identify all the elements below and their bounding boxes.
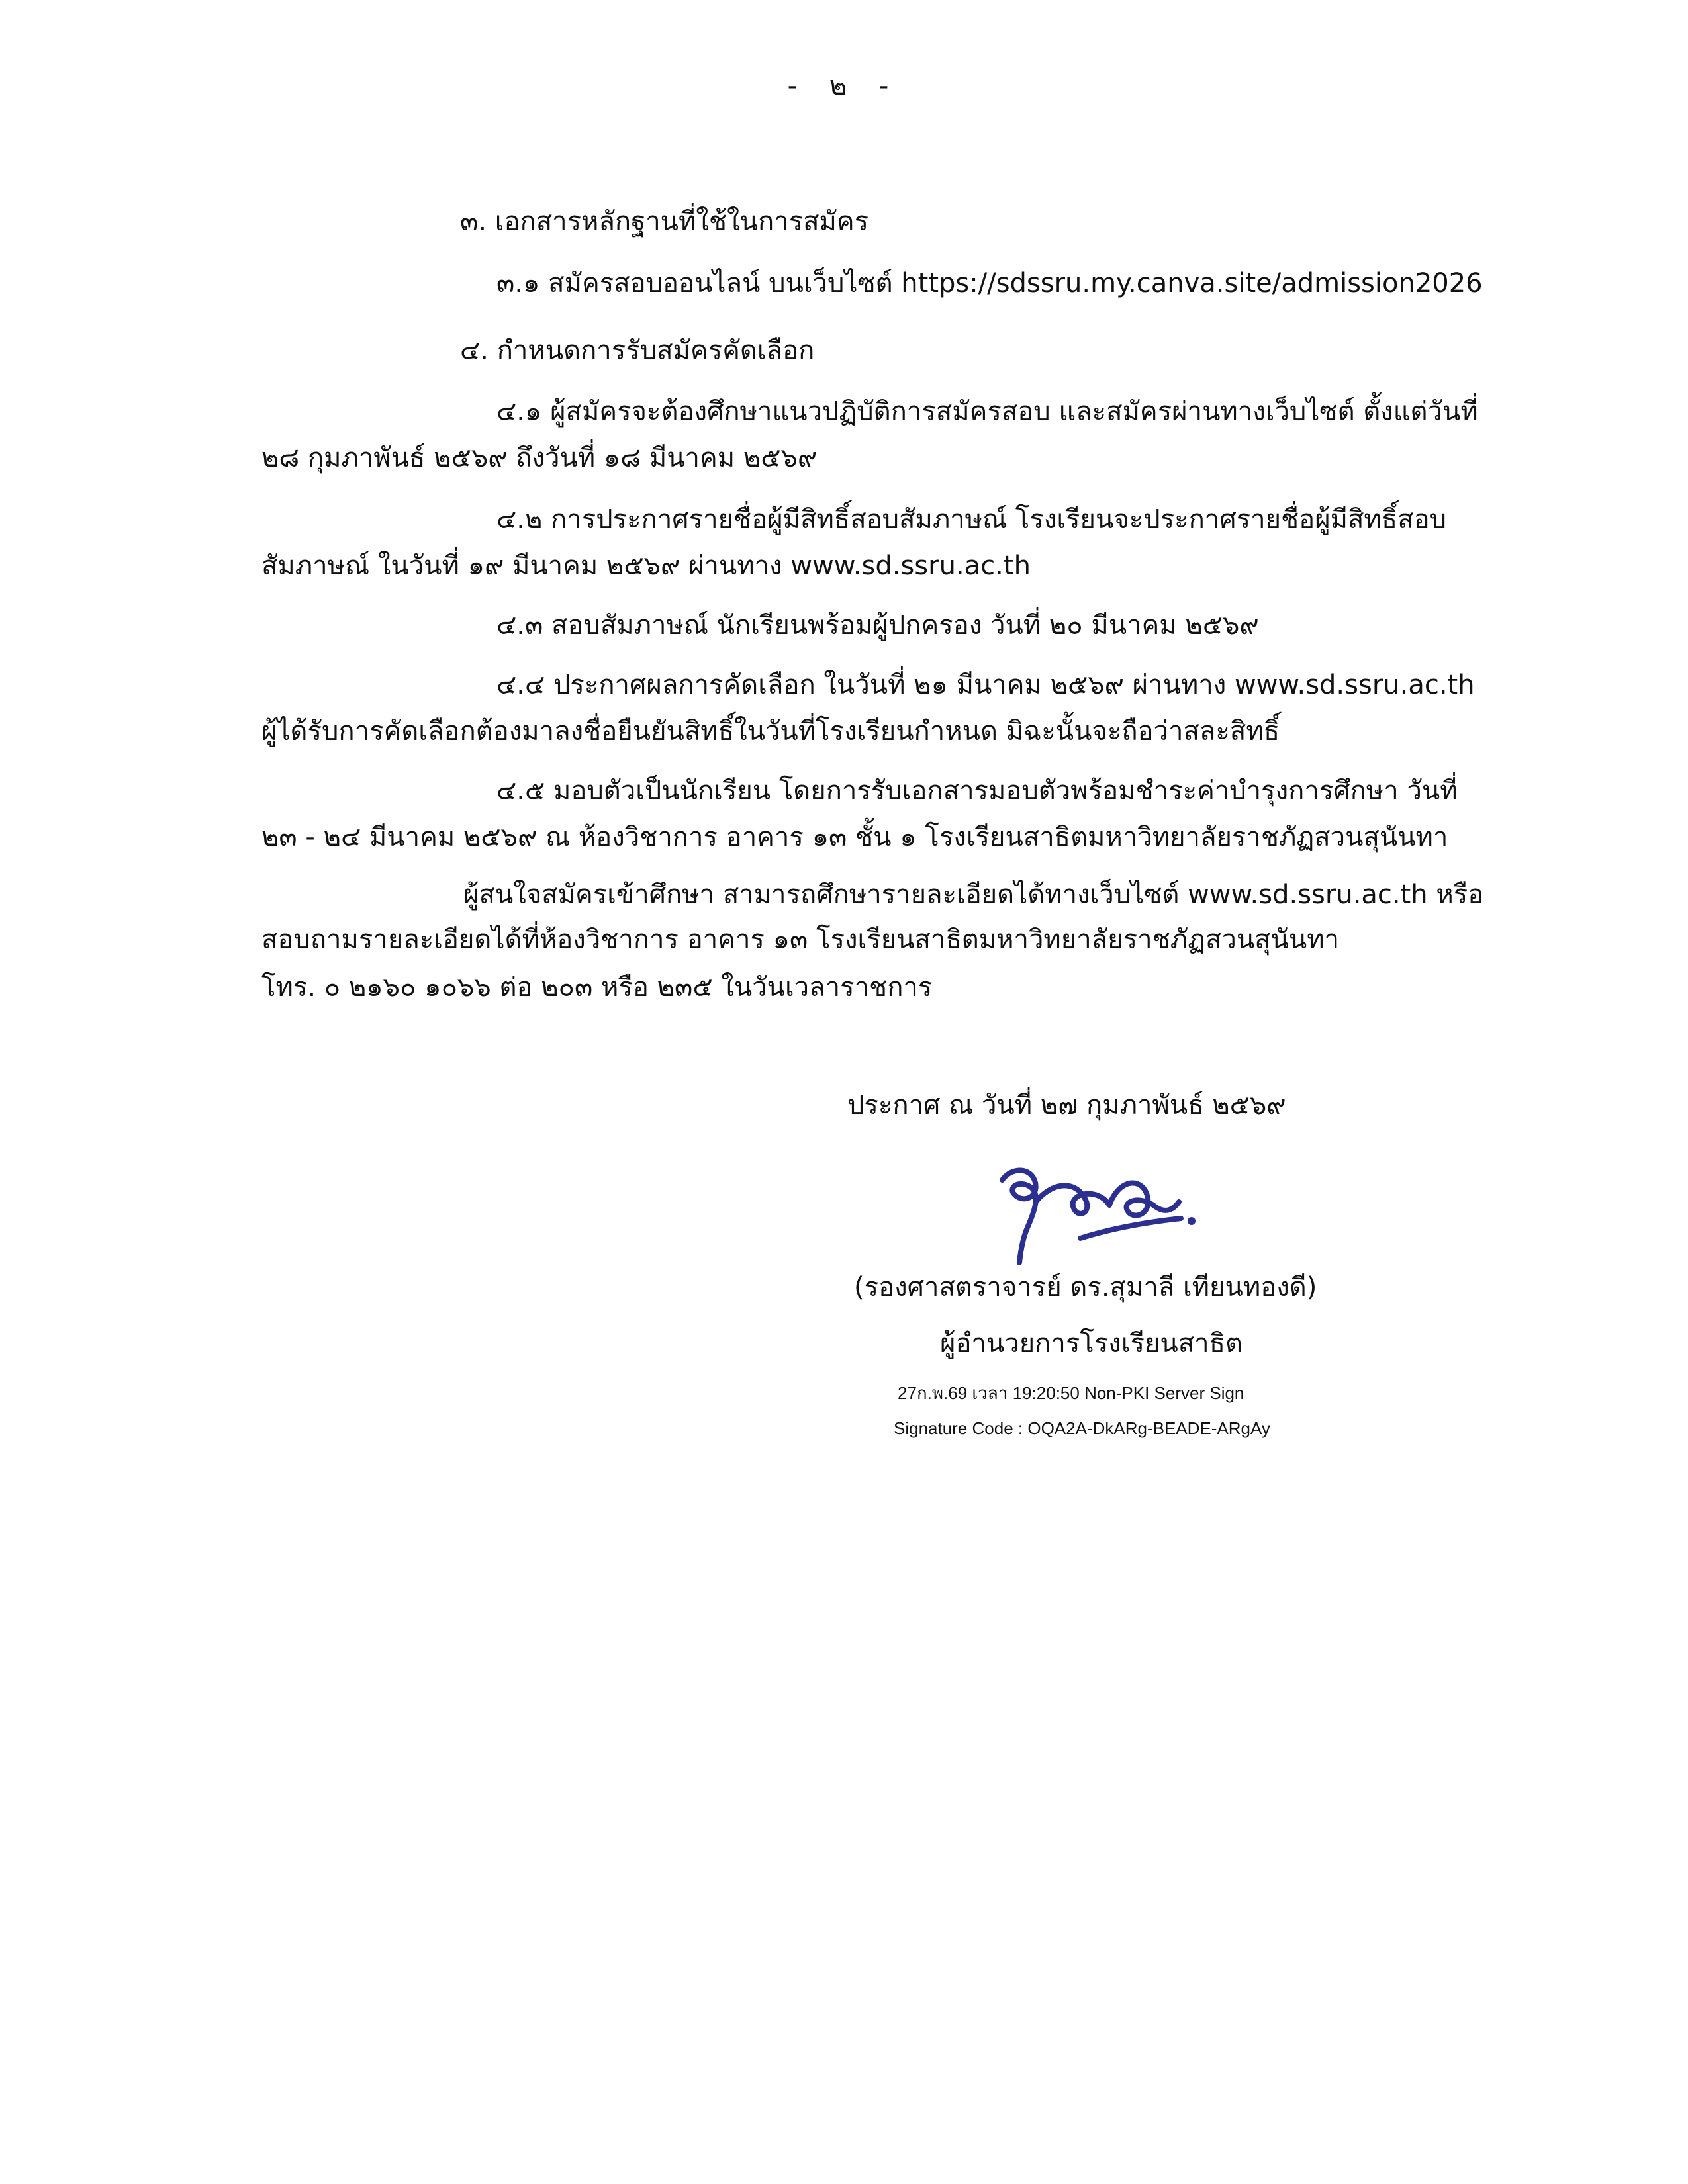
section-3-heading: ๓. เอกสารหลักฐานที่ใช้ในการสมัคร [460, 206, 869, 237]
signature-timestamp: 27ก.พ.69 เวลา 19:20:50 Non-PKI Server Sign [898, 1383, 1244, 1403]
contact-line-3: โทร. ๐ ๒๑๖๐ ๑๐๖๖ ต่อ ๒๐๓ หรือ ๒๓๕ ในวันเวลาราชการ [261, 972, 933, 1003]
contact-line-2: สอบถามรายละเอียดได้ที่ห้องวิชาการ อาคาร ๑๓ โรงเรียนสาธิตมหาวิทยาลัยราชภัฏสวนสุนันทา [261, 925, 1340, 955]
contact-line-1: ผู้สนใจสมัครเข้าศึกษา สามารถศึกษารายละเอียดได้ทางเว็บไซต์ www.sd.ssru.ac.th หรือ [463, 880, 1484, 910]
section-4-item-2-line-1: ๔.๒ การประกาศรายชื่อผู้มีสิทธิ์สอบสัมภาษณ์ โรงเรียนจะประกาศรายชื่อผู้มีสิทธิ์สอบ [496, 504, 1447, 535]
signature-code: Signature Code : OQA2A-DkARg-BEADE-ARgAy [894, 1418, 1270, 1438]
section-4-item-2-line-2: สัมภาษณ์ ในวันที่ ๑๙ มีนาคม ๒๕๖๙ ผ่านทาง www.sd.ssru.ac.th [261, 551, 1031, 581]
section-4-item-5-line-2: ๒๓ - ๒๔ มีนาคม ๒๕๖๙ ณ ห้องวิชาการ อาคาร ๑๓ ชั้น ๑ โรงเรียนสาธิตมหาวิทยาลัยราชภัฏสวนสุนันทา [261, 822, 1448, 852]
section-4-item-1-line-1: ๔.๑ ผู้สมัครจะต้องศึกษาแนวปฏิบัติการสมัครสอบ และสมัครผ่านทางเว็บไซต์ ตั้งแต่วันที่ [496, 396, 1478, 427]
section-4-item-1-line-2: ๒๘ กุมภาพันธ์ ๒๕๖๙ ถึงวันที่ ๑๘ มีนาคม ๒๕๖๙ [261, 443, 818, 473]
section-3-item-1: ๓.๑ สมัครสอบออนไลน์ บนเว็บไซต์ https://sdssru.my.canva.site/admission2026 [496, 268, 1483, 298]
signer-title: ผู้อำนวยการโรงเรียนสาธิต [940, 1328, 1243, 1359]
section-4-item-5-line-1: ๔.๕ มอบตัวเป็นนักเรียน โดยการรับเอกสารมอบตัวพร้อมชำระค่าบำรุงการศึกษา วันที่ [496, 776, 1458, 806]
announcement-date: ประกาศ ณ วันที่ ๒๗ กุมภาพันธ์ ๒๕๖๙ [847, 1090, 1286, 1120]
section-4-item-4-line-2: ผู้ได้รับการคัดเลือกต้องมาลงชื่อยืนยันสิทธิ์ในวันที่โรงเรียนกำหนด มิฉะนั้นจะถือว่าสละสิทธิ์ [261, 716, 1280, 747]
section-4-item-3: ๔.๓ สอบสัมภาษณ์ นักเรียนพร้อมผู้ปกครอง วันที่ ๒๐ มีนาคม ๒๕๖๙ [496, 610, 1259, 641]
page-number: - ๒ - [787, 71, 901, 101]
signer-name: (รองศาสตราจารย์ ดร.สุมาลี เทียนทองดี) [854, 1272, 1317, 1302]
section-4-heading: ๔. กำหนดการรับสมัครคัดเลือก [460, 336, 815, 366]
section-4-item-4-line-1: ๔.๔ ประกาศผลการคัดเลือก ในวันที่ ๒๑ มีนาคม ๒๕๖๙ ผ่านทาง www.sd.ssru.ac.th [496, 670, 1475, 700]
handwritten-signature [973, 1148, 1211, 1281]
